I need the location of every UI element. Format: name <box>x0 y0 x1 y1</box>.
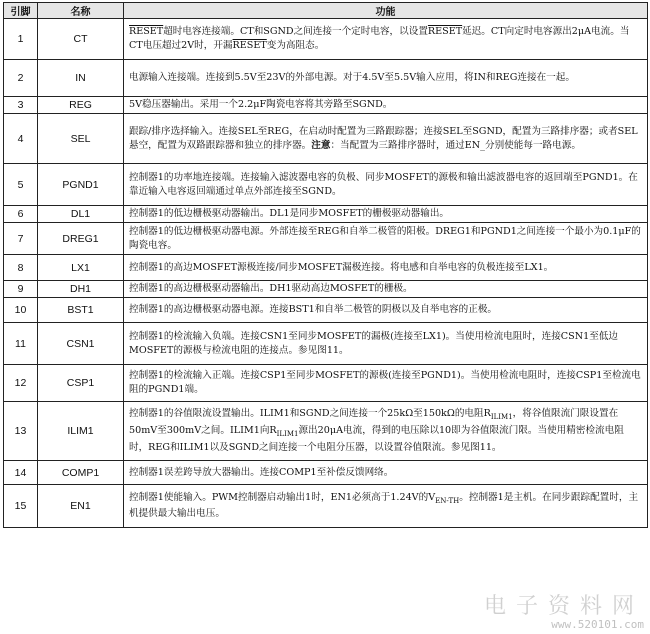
subscript-text: ILIM1 <box>276 429 299 438</box>
function-text: 控制器1使能输入。PWM控制器启动输出1时，EN1必须高于1.24V的V <box>129 491 436 503</box>
table-row <box>4 206 648 223</box>
pin-number: 13 <box>4 402 38 461</box>
pin-function <box>124 60 648 97</box>
pin-name: EN1 <box>38 485 124 528</box>
table-row <box>4 298 648 323</box>
function-text: 控制器1的检流输入正端。连接CSP1至同步MOSFET的源极(连接至PGND1)。当使用检流电阻时，连接CSP1至检流电阻的PGND1端。 <box>129 370 641 395</box>
watermark-url: www.520101.com <box>551 618 644 631</box>
pin-function <box>124 223 648 255</box>
pin-number: 2 <box>4 60 38 97</box>
pin-name: CT <box>38 19 124 60</box>
header-name: 名称 <box>38 3 124 19</box>
watermark-cn: 电子资料网 <box>483 594 644 619</box>
pin-number: 15 <box>4 485 38 528</box>
table-body <box>4 19 648 528</box>
table-row <box>4 281 648 298</box>
pin-function <box>124 298 648 323</box>
pin-function <box>124 461 648 485</box>
pin-name: DL1 <box>38 206 124 223</box>
table-row <box>4 255 648 281</box>
function-text: 源出20μA电流，得到的电压除以10即为谷值限流门限。当使用精密检流电阻时，REG和ILIM1以及SGND之间连接一个电阻分压器，以设置谷值限流。参见图11。 <box>129 425 624 453</box>
function-text: ，将谷值限流门限设置在50mV至300mV之间。ILIM1向R <box>129 408 619 436</box>
function-text: 延迟。CT向定时电容源出2μA电流。当CT电压超过2V时，开漏 <box>129 26 630 51</box>
subscript-text: EN-TH <box>435 496 460 505</box>
function-text: 。控制器1是主机。在同步跟踪配置时，主机提供最大输出电压。 <box>129 491 639 520</box>
function-text: 控制器1的高边MOSFET源极连接/同步MOSFET漏极连接。将电感和自举电容的负极连接至LX1。 <box>129 261 554 273</box>
function-text: 跟踪/排序选择输入。连接SEL至REG，在启动时配置为三路跟踪器；连接SEL至SGND，配置为三路排序器；或者SEL悬空，配置为双路跟踪器和独立的排序器。 <box>129 125 638 151</box>
function-text: 变为高阻态。 <box>266 40 325 51</box>
table-row <box>4 402 648 461</box>
pin-function <box>124 281 648 298</box>
pin-name: ILIM1 <box>38 402 124 461</box>
pin-name: CSP1 <box>38 365 124 402</box>
function-text: 注意 <box>311 139 331 151</box>
function-text: RESET <box>427 26 463 37</box>
function-text: 控制器1的功率地连接端。连接输入滤波器电容的负极、同步MOSFET的源极和输出滤波器电容的返回端至PGND1。在靠近输入电容返回端通过单点外部连接至SGND。 <box>129 171 638 197</box>
table-row <box>4 164 648 206</box>
pin-function <box>124 114 648 164</box>
pin-function <box>124 402 648 461</box>
table-row <box>4 97 648 114</box>
pin-function <box>124 365 648 402</box>
function-text: 超时电容连接端。CT和SGND之间连接一个定时电容，以设置 <box>163 26 428 37</box>
function-text: 电源输入连接端。连接到5.5V至23V的外部电源。对于4.5V至5.5V输入应用，将IN和REG连接在一起。 <box>129 72 575 83</box>
header-function: 功能 <box>124 3 648 19</box>
pin-description-table <box>3 2 648 528</box>
pin-name: BST1 <box>38 298 124 323</box>
pin-function <box>124 19 648 60</box>
pin-function <box>124 255 648 281</box>
pin-number: 9 <box>4 281 38 298</box>
pin-function <box>124 97 648 114</box>
pin-name: DREG1 <box>38 223 124 255</box>
table-row <box>4 461 648 485</box>
subscript-text: ILIM1 <box>490 413 513 421</box>
pin-function <box>124 323 648 365</box>
pin-function <box>124 485 648 528</box>
table-row <box>4 323 648 365</box>
function-text: RESET <box>129 26 164 37</box>
pin-number: 11 <box>4 323 38 365</box>
table-row <box>4 19 648 60</box>
table-row <box>4 223 648 255</box>
pin-function <box>124 206 648 223</box>
pin-number: 7 <box>4 223 38 255</box>
pin-function <box>124 164 648 206</box>
header-pin: 引脚 <box>4 3 38 19</box>
function-text: 5V稳压器输出。采用一个2.2μF陶瓷电容将其旁路至SGND。 <box>129 99 393 110</box>
pin-name: SEL <box>38 114 124 164</box>
pin-name: IN <box>38 60 124 97</box>
header-row <box>4 3 648 19</box>
pin-name: CSN1 <box>38 323 124 365</box>
table-row <box>4 114 648 164</box>
pin-name: REG <box>38 97 124 114</box>
function-text: 控制器1的检流输入负端。连接CSN1至同步MOSFET的漏极(连接至LX1)。当使用检流电阻时，连接CSN1至低边MOSFET的源极与检流电阻的连接点。参见图11。 <box>129 330 619 356</box>
watermark <box>484 596 644 631</box>
pin-number: 8 <box>4 255 38 281</box>
function-text: 控制器1的高边栅极驱动器电源。连接BST1和自举二极管的阴极以及自举电容的正极。 <box>129 304 498 315</box>
pin-name: LX1 <box>38 255 124 281</box>
pin-name: COMP1 <box>38 461 124 485</box>
table-row <box>4 365 648 402</box>
pin-number: 6 <box>4 206 38 223</box>
table-row <box>4 60 648 97</box>
pin-number: 12 <box>4 365 38 402</box>
pin-number: 10 <box>4 298 38 323</box>
function-text: ：当配置为三路排序器时，通过EN_分别使能每一路电源。 <box>330 139 581 151</box>
function-text: 控制器1的高边栅极驱动器输出。DH1驱动高边MOSFET的栅极。 <box>129 283 413 294</box>
table-row <box>4 485 648 528</box>
pin-number: 1 <box>4 19 38 60</box>
pin-number: 14 <box>4 461 38 485</box>
function-text: 控制器1的谷值限流设置输出。ILIM1和SGND之间连接一个25kΩ至150kΩ的电阻R <box>129 408 491 420</box>
pin-name: PGND1 <box>38 164 124 206</box>
pin-number: 5 <box>4 164 38 206</box>
pin-number: 4 <box>4 114 38 164</box>
function-text: 控制器1的低边栅极驱动器输出。DL1是同步MOSFET的栅极驱动器输出。 <box>129 208 450 219</box>
function-text: RESET <box>232 40 267 51</box>
pin-number: 3 <box>4 97 38 114</box>
function-text: 控制器1的低边栅极驱动器电源。外部连接至REG和自举二极管的阳极。DREG1和PGND1之间连接一个最小为0.1μF的陶瓷电容。 <box>129 225 641 251</box>
pin-name: DH1 <box>38 281 124 298</box>
function-text: 控制器1误差跨导放大器输出。连接COMP1至补偿反馈网络。 <box>129 466 394 478</box>
